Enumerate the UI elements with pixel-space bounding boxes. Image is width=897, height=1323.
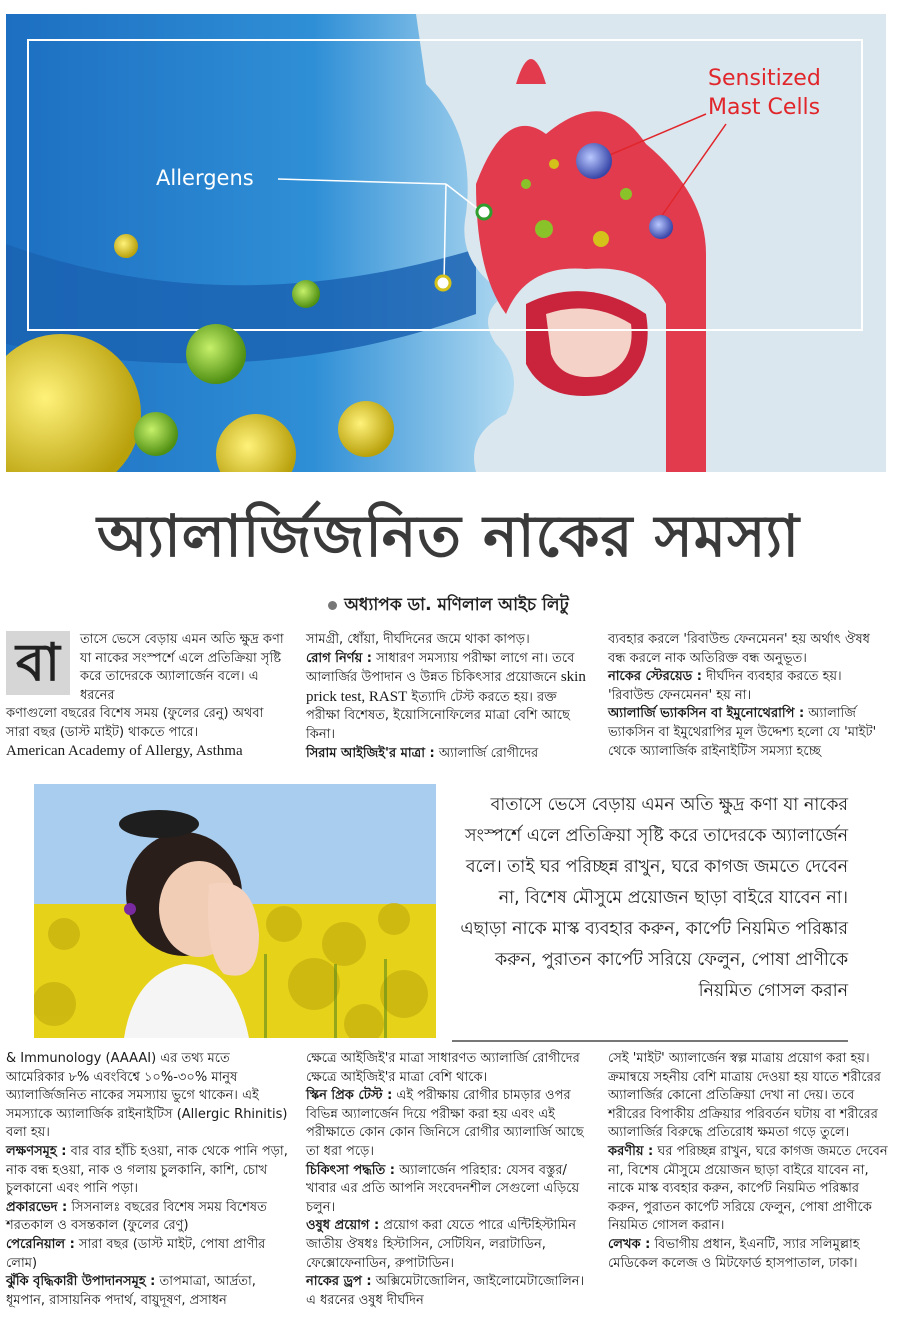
paragraph: কণাগুলো বছরের বিশেষ সময় (ফুলের রেনু) অথবা সারা বছর (ডাস্ট মাইট) থাকতে পারে। [6, 706, 264, 740]
mast-cells-label-line2: Mast Cells [708, 95, 821, 120]
subheading: প্রকারভেদ : [6, 1199, 68, 1215]
subheading: পেরেনিয়াল : [6, 1236, 75, 1252]
bullet-icon [328, 601, 337, 610]
subheading: নাকের ড্রপ : [306, 1274, 372, 1290]
paragraph: রোগ নির্ণয় : সাধারণ সমস্যায় পরীক্ষা লাগে না। তবে আলার্জির উপাদান ও উন্নত চিকিৎসার প্রয়োজনে skin prick test, RAST ইত্যাদি টেস্ট করতে হয়। রক্ত পরীক্ষা বিশেষত, ইয়োসিনোফিলের মাত্রা বেশি আছে কিনা। [306, 650, 586, 742]
column-3-top [608, 631, 890, 761]
paragraph: করণীয় : ঘর পরিচ্ছন্ন রাখুন, ঘরে কাগজ জমতে দেবেন না, বিশেষ মৌসুমে প্রয়োজন ছাড়া বাইরে যাবেন না, নাকে মাস্ক ব্যবহার করুন, কার্পেট নিয়মিত পরিষ্কার করুন, পুরাতন কার্পেট সরিয়ে ফেলুন, পোষা প্রাণীকে নিয়মিত গোসল করান। [608, 1143, 888, 1234]
paragraph: অ্যালার্জি ভ্যাকসিন বা ইমুনোথেরাপি : অ্যালার্জি ভ্যাকসিন বা ইমুথেরাপির মূল উদ্দেশ্য হলো যে 'মাইট' থেকে অ্যালার্জিক রাইনাইটিস সমস্যা হচ্ছে [608, 706, 877, 759]
paragraph: নাকের ড্রপ : অক্সিমেটাজোলিন, জাইলোমেটাজোলিন। এ ধরনের ওষুধ দীর্ঘদিন [306, 1274, 585, 1308]
sneezing-woman-photo [34, 784, 436, 1038]
mast-cells-label [708, 64, 821, 122]
subheading: লক্ষণসমূহ : [6, 1143, 67, 1159]
subheading: করণীয় : [608, 1143, 654, 1159]
column-2-bottom [306, 1050, 591, 1310]
paragraph: ওষুধ প্রয়োগ : প্রয়োগ করা যেতে পারে এন্টিহিস্টামিন জাতীয় ঔষধঃ হিস্টাসিন, সেটিযিন, লরাটাডিন, ফেক্সোফেনাডিন, রুপাটাডিন। [306, 1218, 577, 1271]
paragraph: চিকিৎসা পদ্ধতি : অ্যালার্জেন পরিহার: যেসব বস্তুর/খাবার এর প্রতি আপনি সংবেদনশীল সেগুলো এড়িয়ে চলুন। [306, 1162, 580, 1215]
subheading: ওষুধ প্রয়োগ : [306, 1218, 380, 1234]
drop-cap: বা [6, 631, 70, 695]
column-1-top-intro [80, 631, 286, 705]
column-1-bottom [6, 1050, 288, 1310]
column-2-top [306, 631, 591, 763]
subheading: ঝুঁকি বৃদ্ধিকারী উপাদানসমূহ : [6, 1274, 156, 1290]
paragraph: সিরাম আইজিই'র মাত্রা : অ্যালার্জি রোগীদের [306, 745, 539, 761]
photo-illustration [34, 784, 436, 1038]
subheading: অ্যালার্জি ভ্যাকসিন বা ইমুনোথেরাপি : [608, 706, 805, 722]
pull-quote: বাতাসে ভেসে বেড়ায় এমন অতি ক্ষুদ্র কণা যা নাকের সংস্পর্শে এলে প্রতিক্রিয়া সৃষ্টি করে তাদেরকে অ্যালার্জেন বলে। তাই ঘর পরিচ্ছন্ন রাখুন, ঘরে কাগজ জমতে দেবেন না, বিশেষ মৌসুমে প্রয়োজন ছাড়া বাইরে যাবেন না। এছাড়া নাকে মাস্ক ব্যবহার করুন, কার্পেট নিয়মিত পরিষ্কার করুন, পুরাতন কার্পেট সরিয়ে ফেলুন, পোষা প্রাণীকে নিয়মিত গোসল করান [460, 795, 848, 1001]
subheading: সিরাম আইজিই'র মাত্রা : [306, 745, 435, 761]
paragraph: ঝুঁকি বৃদ্ধিকারী উপাদানসমূহ : তাপমাত্রা, আর্দ্রতা, ধূমপান, রাসায়নিক পদার্থ, বায়ুদূষণ, প্রসাধন [6, 1274, 256, 1308]
subheading: রোগ নির্ণয় : [306, 650, 372, 666]
paragraph: নাকের স্টেরয়েড : দীর্ঘদিন ব্যবহার করতে হয়। 'রিবাউন্ড ফেনমেনন' হয় না। [608, 669, 842, 703]
paragraph: প্রকারভেদ : সিসনালঃ বছরের বিশেষ সময় বিশেষত শরতকাল ও বসন্তকাল (ফুলের রেণু) [6, 1199, 267, 1234]
paragraph: ক্ষেত্রে আইজিই'র মাত্রা সাধারণত অ্যালার্জি রোগীদের ক্ষেত্রে আইজিই'র মাত্রা বেশি থাকে। [306, 1051, 580, 1085]
paragraph: সেই 'মাইট' অ্যালার্জেন স্বল্প মাত্রায় প্রয়োগ করা হয়। ক্রমান্বয়ে সহনীয় বেশি মাত্রায় দেওয়া হয় যাতে শরীরের অ্যালার্জির কোনো প্রতিক্রিয়া দেখা না দেয়। তবে শরীরের বিপাকীয় প্রক্রিয়ার পরিবর্তন ঘটায় বা শরীরের অ্যালার্জির বিরুদ্ধে প্রতিরোধ ক্ষমতা গড়ে তুলে। [608, 1051, 881, 1141]
paragraph: পেরেনিয়াল : সারা বছর (ডাস্ট মাইট, পোষা প্রাণীর লোম) [6, 1236, 266, 1271]
column-3-bottom [608, 1050, 890, 1273]
paragraph: লেখক : বিভাগীয় প্রধান, ইএনটি, স্যার সলিমুল্লাহ মেডিকেল কলেজ ও মিটফোর্ড হাসপাতাল, ঢাকা। [608, 1236, 860, 1271]
mast-cells-label-line1: Sensitized [708, 66, 821, 91]
paragraph: সামগ্রী, ধোঁয়া, দীর্ঘদিনের জমে থাকা কাপড়। [306, 632, 530, 647]
subheading: লেখক : [608, 1236, 651, 1252]
subheading: নাকের স্টেরয়েড : [608, 669, 702, 685]
article-byline [0, 592, 897, 620]
article-headline: অ্যালার্জিজনিত নাকের সমস্যা [96, 502, 801, 570]
paragraph: ব্যবহার করলে 'রিবাউন্ড ফেনমেনন' হয় অর্থাৎ ঔষধ বন্ধ করলে নাক অতিরিক্ত বন্ধ অনুভূত। [608, 632, 870, 666]
paragraph: & Immunology (AAAAI) এর তথ্য মতে আমেরিকার ৮% এবংবিশ্বে ১০%-৩০% মানুষ অ্যালার্জিজনিত নাকের সমস্যায় ভুগে থাকেন। এই সমস্যাকে অ্যালার্জিক রাইনাইটিস (Allergic Rhinitis) বলা হয়। [6, 1051, 288, 1141]
subheading: স্কিন প্রিক টেস্ট : [306, 1088, 393, 1104]
paragraph-english: American Academy of Allergy, Asthma [6, 743, 243, 760]
paragraph: তাসে ভেসে বেড়ায় এমন অতি ক্ষুদ্র কণা যা নাকের সংস্পর্শে এলে প্রতিক্রিয়া সৃষ্টি করে তাদেরকে অ্যালার্জেন বলে। এ ধরনের [80, 632, 284, 703]
paragraph: লক্ষণসমূহ : বার বার হাঁচি হওয়া, নাক থেকে পানি পড়া, নাক বন্ধ হওয়া, নাক ও গলায় চুলকানি, কাশি, চোখ চুলকানো এবং পানি পড়া। [6, 1143, 288, 1197]
paragraph: স্কিন প্রিক টেস্ট : এই পরীক্ষায় রোগীর চামড়ার ওপর বিভিন্ন অ্যালার্জেন দিয়ে পরীক্ষা করা হয় এবং এই পরীক্ষাতে কোন কোন জিনিসে রোগীর অ্যালার্জি আছে তা ধরা পড়ে। [306, 1088, 584, 1159]
pull-quote-divider [452, 1040, 848, 1042]
author-name: অধ্যাপক ডা. মণিলাল আইচ লিটু [344, 595, 569, 615]
subheading: চিকিৎসা পদ্ধতি : [306, 1162, 395, 1178]
allergens-label: Allergens [156, 166, 254, 190]
column-1-top [6, 705, 288, 761]
hero-illustration [6, 14, 886, 472]
